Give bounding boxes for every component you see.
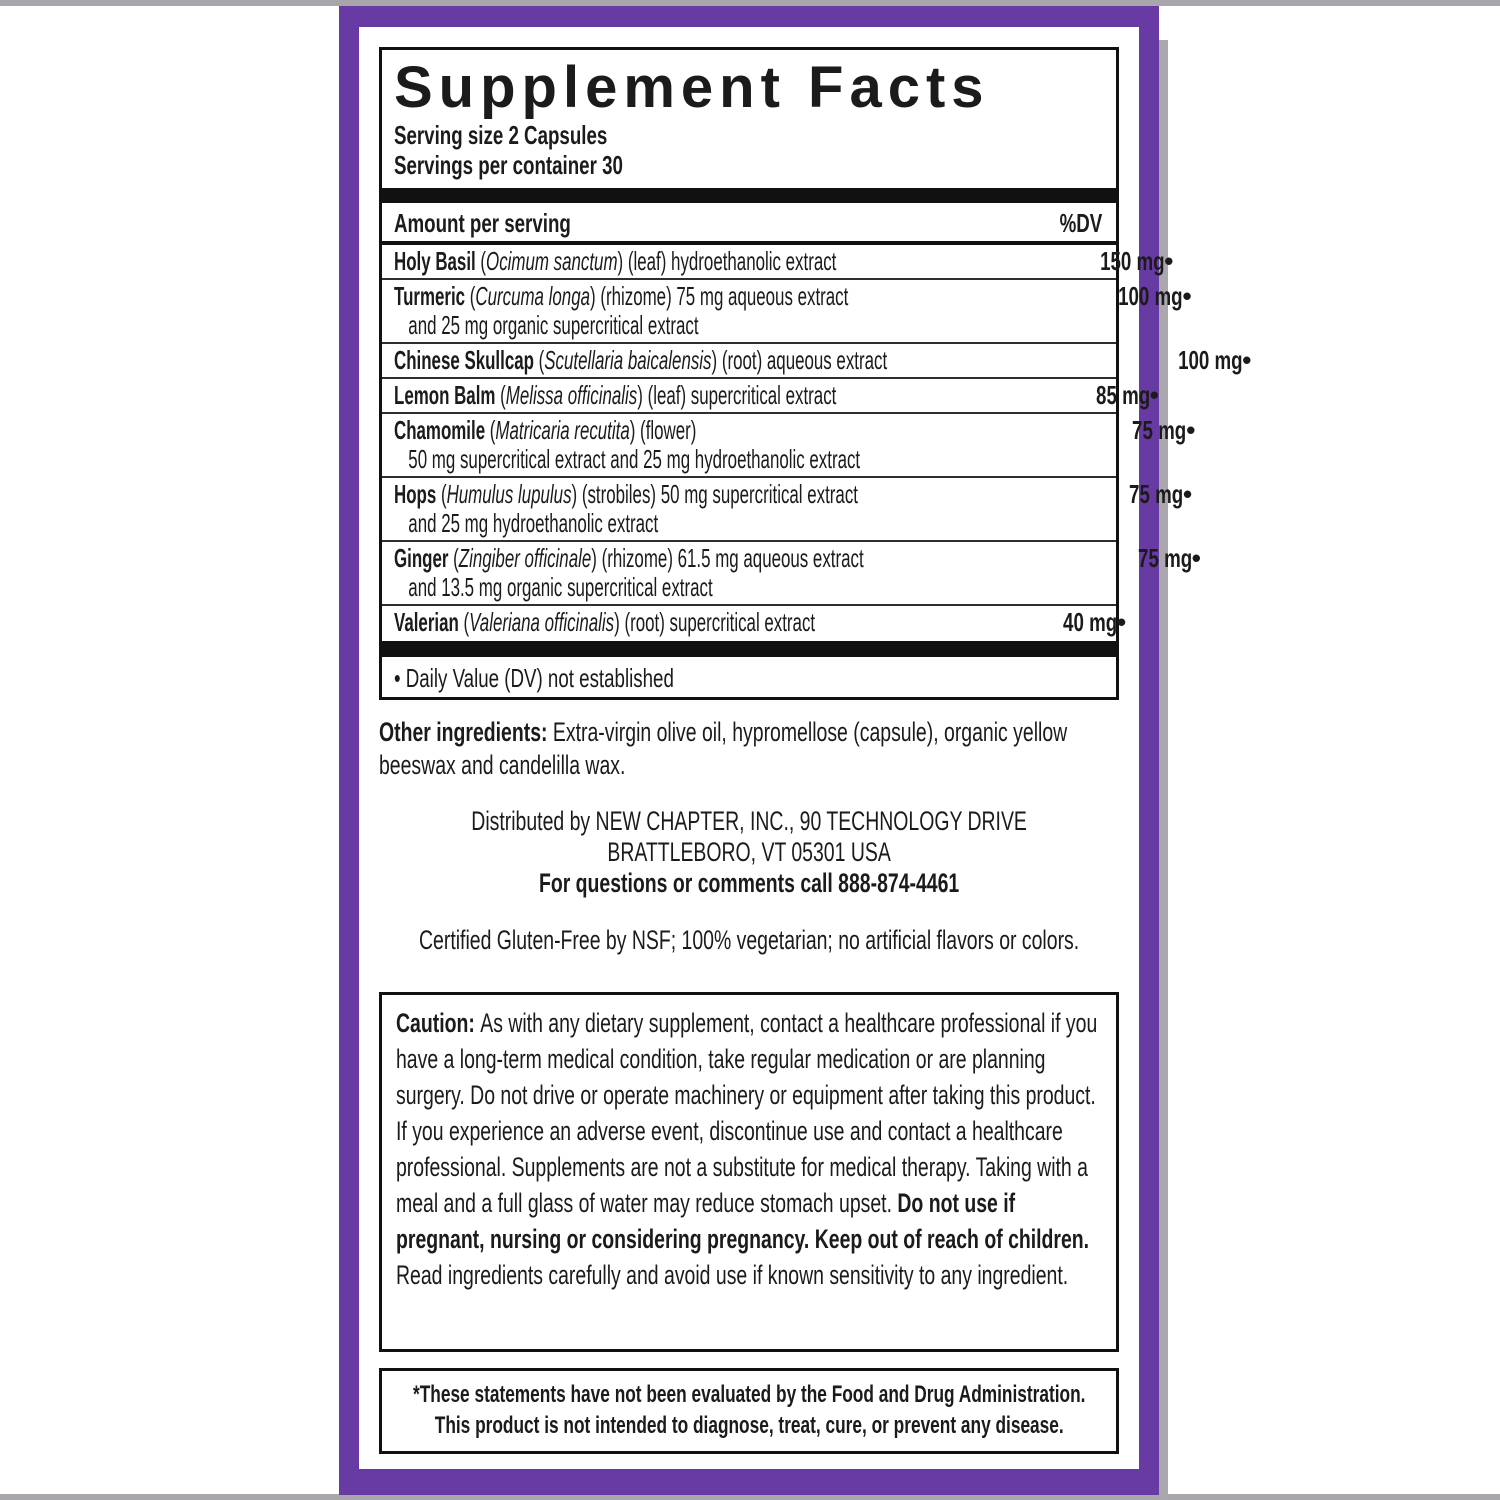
daily-value-note: • Daily Value (DV) not established bbox=[394, 663, 674, 693]
ingredient-dv-bullet: • bbox=[1164, 246, 1174, 276]
ingredient-dv-bullet: • bbox=[1182, 479, 1193, 509]
ingredient-amount: 85 mg bbox=[1095, 380, 1150, 410]
table-row bbox=[382, 478, 1193, 540]
table-row bbox=[382, 280, 1192, 342]
ingredient-amount: 75 mg bbox=[1132, 415, 1187, 445]
ingredient-name: Turmeric (Curcuma longa) (rhizome) 75 mg aqueous extract and 25 mg organic supercritical extract bbox=[394, 281, 849, 340]
ingredient-dv-bullet: • bbox=[1149, 380, 1159, 410]
questions-phone-line: For questions or comments call 888-874-4461 bbox=[538, 868, 960, 898]
table-row bbox=[382, 245, 1174, 278]
caution-box: Caution: As with any dietary supplement, contact a healthcare professional if you have a long-term medical condition, take regular medication or are planning surgery. Do not drive or operate machinery or equipment after taking this product. If you experience an adverse event, discontinue use and contact a healthcare professional. Supplements are not a substitute for medical therapy. Taking with a meal and a full glass of water may reduce stomach upset. Do not use if pregnant, nursing or considering pregnancy. Keep out of reach of children. Read ingredients carefully and avoid use if known sensitivity to any ingredient. bbox=[379, 992, 1119, 1352]
distributor-block bbox=[359, 806, 1139, 899]
ingredient-name: Chinese Skullcap (Scutellaria baicalensis) (root) aqueous extract bbox=[394, 345, 888, 375]
serving-size-line: Serving size 2 Capsules bbox=[394, 120, 608, 150]
supplement-label bbox=[339, 6, 1252, 1495]
table-row bbox=[382, 344, 1252, 377]
table-row bbox=[382, 379, 1159, 412]
servings-per-container-line: Servings per container 30 bbox=[394, 150, 623, 180]
thick-rule-bottom bbox=[382, 641, 1116, 657]
fda-disclaimer-line2: This product is not intended to diagnose, treat, cure, or prevent any disease. bbox=[434, 1412, 1064, 1439]
supplement-facts-box bbox=[379, 47, 1252, 700]
table-row bbox=[382, 542, 1201, 604]
serving-info bbox=[394, 120, 1116, 180]
ingredient-amount: 100 mg bbox=[1118, 281, 1183, 311]
distributor-line: Distributed by NEW CHAPTER, INC., 90 TECHNOLOGY DRIVE bbox=[471, 806, 1027, 836]
table-row bbox=[382, 606, 1127, 639]
amount-per-serving-header: Amount per serving bbox=[394, 208, 571, 238]
ingredient-name: Holy Basil (Ocimum sanctum) (leaf) hydroethanolic extract bbox=[394, 246, 837, 276]
ingredient-dv-bullet: • bbox=[1191, 543, 1201, 573]
ingredient-amount: 150 mg bbox=[1099, 246, 1165, 276]
ingredient-name: Ginger (Zingiber officinale) (rhizome) 61.5 mg aqueous extract and 13.5 mg organic supercritical extract bbox=[394, 543, 864, 602]
fda-disclaimer-box bbox=[379, 1368, 1119, 1454]
facts-header-row bbox=[382, 203, 1116, 241]
ingredient-dv-bullet: • bbox=[1182, 281, 1192, 311]
ingredient-amount: 75 mg bbox=[1128, 479, 1183, 509]
ingredient-dv-bullet: • bbox=[1242, 345, 1252, 375]
ingredient-amount: 100 mg bbox=[1177, 345, 1243, 375]
table-row bbox=[382, 414, 1196, 476]
other-ingredients: Other ingredients: Extra-virgin olive oil, hypromellose (capsule), organic yellow beeswax and candelilla wax. bbox=[379, 717, 1068, 780]
ingredient-name: Valerian (Valeriana officinalis) (root) supercritical extract bbox=[394, 607, 816, 637]
fda-disclaimer-line1: *These statements have not been evaluated by the Food and Drug Administration. bbox=[412, 1381, 1086, 1408]
dv-header: %DV bbox=[1059, 208, 1102, 238]
ingredient-name: Hops (Humulus lupulus) (strobiles) 50 mg supercritical extract and 25 mg hydroethanolic extract bbox=[394, 479, 858, 538]
ingredient-dv-bullet: • bbox=[1117, 607, 1127, 637]
label-inner-panel bbox=[359, 27, 1252, 1469]
ingredient-name: Chamomile (Matricaria recutita) (flower) 50 mg supercritical extract and 25 mg hydroethanolic extract bbox=[394, 415, 861, 474]
ingredient-amount: 40 mg bbox=[1062, 607, 1118, 637]
ingredient-amount: 75 mg bbox=[1137, 543, 1192, 573]
ingredient-name: Lemon Balm (Melissa officinalis) (leaf) supercritical extract bbox=[394, 380, 837, 410]
facts-rows bbox=[382, 245, 1252, 639]
distributor-city-line: BRATTLEBORO, VT 05301 USA bbox=[607, 837, 891, 867]
supplement-facts-title: Supplement Facts bbox=[394, 55, 990, 120]
thick-rule-top bbox=[382, 188, 1116, 203]
ingredient-dv-bullet: • bbox=[1186, 415, 1196, 445]
certification-line: Certified Gluten-Free by NSF; 100% vegetarian; no artificial flavors or colors. bbox=[418, 925, 1080, 955]
